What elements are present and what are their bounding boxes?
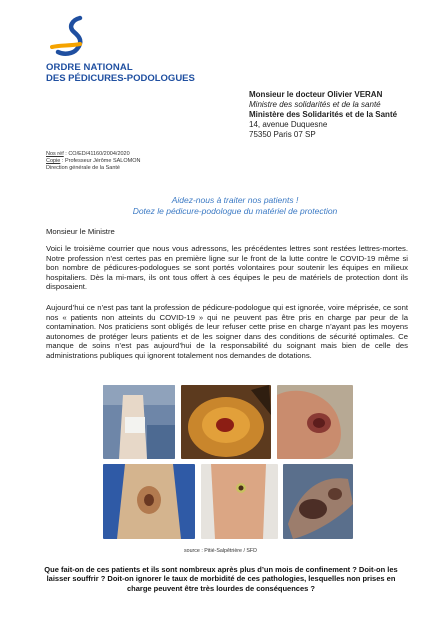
copy-value: : Professeur Jérôme SALOMON	[60, 158, 141, 164]
salutation: Monsieur le Ministre	[46, 227, 115, 236]
recipient-street: 14, avenue Duquesne	[249, 120, 328, 129]
headline-line2: Dotez le pédicure-podologue du matériel de protection	[132, 206, 338, 216]
headline-line1: Aidez-nous à traiter nos patients !	[171, 195, 299, 205]
wound-photo-1	[103, 385, 175, 459]
closing-questions: Que fait-on de ces patients et ils sont nombreux après plus d’un mois de confinement ? Doit-on les laisser souffrir ? Doit-on ignorer le taux de morbidité de ces pathologies, lesquelles non prises en charge peuvent être très lourdes de conséquences ?	[44, 565, 398, 593]
copy-department: Direction générale de la Santé	[46, 165, 120, 171]
wound-photo-3	[277, 385, 353, 459]
photo-source: source : Pitié-Salpêtrière / SFD	[183, 548, 257, 554]
logo-line1: ORDRE NATIONAL	[46, 62, 133, 73]
wound-photo-5	[201, 464, 278, 539]
podologue-logo-icon	[50, 14, 100, 62]
ref-value: : CO/ED/41160/2004/2020	[63, 151, 130, 157]
paragraph-2: Aujourd’hui ce n’est pas tant la profession de pédicure-podologue qui est ignorée, voire méprisée, ce sont nos « patients non atteints du COVID-19 » qui ne peuvent pas être pris en charge par peur de la contamination. Nos praticiens sont obligés de leur refuser cette prise en charge n’ayant pas les moyens autonomes de protéger leurs patients et de les soigner dans des conditions de sécurité optimales. Ce manque de soins n’est pas aujourd’hui de la responsabilité du soignant mais bien de celle des administrations publiques qui ignorent totalement nos demandes de dotations.	[46, 303, 408, 360]
recipient-title: Ministre des solidarités et de la santé	[249, 100, 381, 109]
copy-label: Copie	[46, 158, 61, 164]
wound-photo-4	[103, 464, 195, 539]
recipient-ministry: Ministère des Solidarités et de la Santé	[249, 110, 398, 119]
recipient-city: 75350 Paris 07 SP	[249, 130, 316, 139]
ref-label: Nos réf	[46, 151, 64, 157]
paragraph-1: Voici le troisième courrier que nous vous adressons, les précédentes lettres sont restées lettres-mortes. Notre profession n’est certes pas en première ligne sur le front de la lutte contre le COVID-19 même si bon nombre de pédicures-podologues se sont portés volontaires pour soutenir les équipes en milieux hospitaliers. Dès la mi-mars, ils ont tous offert à ces équipes le peu de matériels de protection dont ils disposaient.	[46, 244, 408, 292]
wound-photo-2	[181, 385, 271, 459]
wound-photo-6	[283, 464, 353, 539]
reference-block	[46, 151, 140, 172]
recipient-address	[249, 90, 397, 140]
ordre-logo	[44, 14, 195, 84]
logo-line2: DES PÉDICURES-PODOLOGUES	[46, 73, 195, 84]
recipient-name: Monsieur le docteur Olivier VERAN	[249, 90, 383, 99]
